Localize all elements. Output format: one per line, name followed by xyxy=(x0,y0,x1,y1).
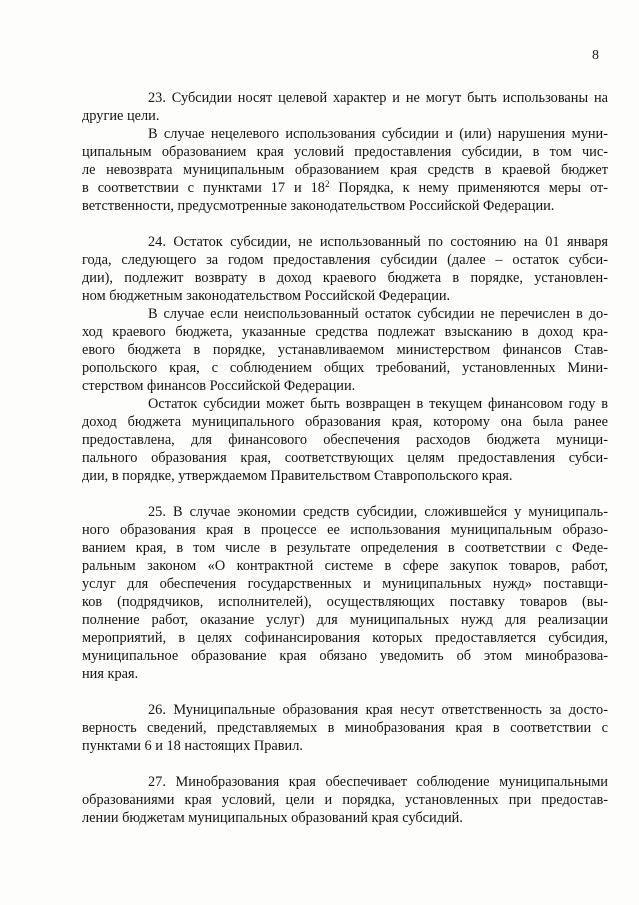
text-line: ном бюджетным законодательством Российской Федерации. xyxy=(82,288,451,304)
text-line: ральным законом «О контрактной системе в сфере закупок товаров, работ, xyxy=(82,558,608,574)
text-line: 25. В случае экономии средств субсидии, сложившейся у муниципаль- xyxy=(148,504,608,520)
text-line: ципальным образованием края условий предоставления субсидии, в том чис- xyxy=(82,144,608,160)
text-line: ного образования края в процессе ее использования муниципальным образо- xyxy=(82,522,608,538)
text-line: 24. Остаток субсидии, не использованный по состоянию на 01 января xyxy=(148,234,608,250)
text-line: полнение работ, оказание услуг) для муниципальных нужд для реализации xyxy=(82,612,608,628)
text-line: образованиями края условий, цели и порядка, установленных при предостав- xyxy=(82,792,608,808)
paragraph-23 xyxy=(82,89,608,125)
text-line: года, следующего за годом предоставления субсидии (далее – остаток субси- xyxy=(82,252,608,268)
paragraph-23-misuse xyxy=(82,125,608,215)
document-body xyxy=(82,89,608,827)
text-line: стерством финансов Российской Федерации. xyxy=(82,378,356,394)
text-line: муниципальное образование края обязано уведомить об этом минобразова- xyxy=(82,648,608,664)
page-number: 8 xyxy=(592,48,599,63)
text-fragment: Порядка, к нему применяются меры от- xyxy=(329,180,608,196)
superscript: 2 xyxy=(324,179,330,189)
paragraph-24 xyxy=(82,233,608,305)
paragraph-27 xyxy=(82,773,608,827)
paragraph-25 xyxy=(82,503,608,683)
paragraph-24-return xyxy=(82,395,608,485)
text-line: ветственности, предусмотренные законодательством Российской Федерации. xyxy=(82,198,555,214)
text-line: ванием края, в том числе в результате определения в соответствии с Феде- xyxy=(82,540,608,556)
text-line: 26. Муниципальные образования края несут ответственность за досто- xyxy=(148,702,608,718)
text-line: доход бюджета муниципального образования края, которому она была ранее xyxy=(82,414,608,430)
text-line: дии, в порядке, утверждаемом Правительством Ставропольского края. xyxy=(82,468,513,484)
text-line: лении бюджетам муниципальных образований края субсидий. xyxy=(82,810,463,826)
text-line: предоставлена, для финансового обеспечения расходов бюджета муници- xyxy=(82,432,608,448)
text-fragment: в соответствии с пунктами 17 и 18 xyxy=(82,180,325,196)
text-line: пального образования края, соответствующих целям предоставления субси- xyxy=(82,450,608,466)
text-line: верность сведений, представляемых в минобразования края в соответствии с xyxy=(82,720,608,736)
text-line: ле невозврата муниципальным образованием края средств в краевой бюджет xyxy=(82,162,608,178)
paragraph-26 xyxy=(82,701,608,755)
text-line: евого бюджета в порядке, устанавливаемом министерством финансов Став- xyxy=(82,342,608,358)
text-line: дии), подлежит возврату в доход краевого бюджета в порядке, установлен- xyxy=(82,270,608,286)
text-line: В случае если неиспользованный остаток субсидии не перечислен в до- xyxy=(148,306,608,322)
text-line: 23. Субсидии носят целевой характер и не могут быть использованы на xyxy=(148,90,608,106)
text-line: ход краевого бюджета, указанные средства подлежат взысканию в доход кра- xyxy=(82,324,608,340)
paragraph-24-collection xyxy=(82,305,608,395)
text-line: ков (подрядчиков, исполнителей), осуществляющих поставку товаров (вы- xyxy=(82,594,608,610)
text-line: Остаток субсидии может быть возвращен в текущем финансовом году в xyxy=(148,396,608,412)
text-line: ропольского края, с соблюдением общих требований, установленных Мини- xyxy=(82,360,608,376)
text-line: ния края. xyxy=(82,666,139,682)
text-line-with-superscript xyxy=(82,179,608,197)
text-line: пунктами 6 и 18 настоящих Правил. xyxy=(82,738,303,754)
text-line: мероприятий, в целях софинансирования которых предоставляется субсидия, xyxy=(82,630,608,646)
text-line: В случае нецелевого использования субсидии и (или) нарушения муни- xyxy=(148,126,608,142)
text-line: услуг для обеспечения государственных и муниципальных нужд» поставщи- xyxy=(82,576,608,592)
text-line: 27. Минобразования края обеспечивает соблюдение муниципальными xyxy=(148,774,608,790)
text-line: другие цели. xyxy=(82,108,160,124)
